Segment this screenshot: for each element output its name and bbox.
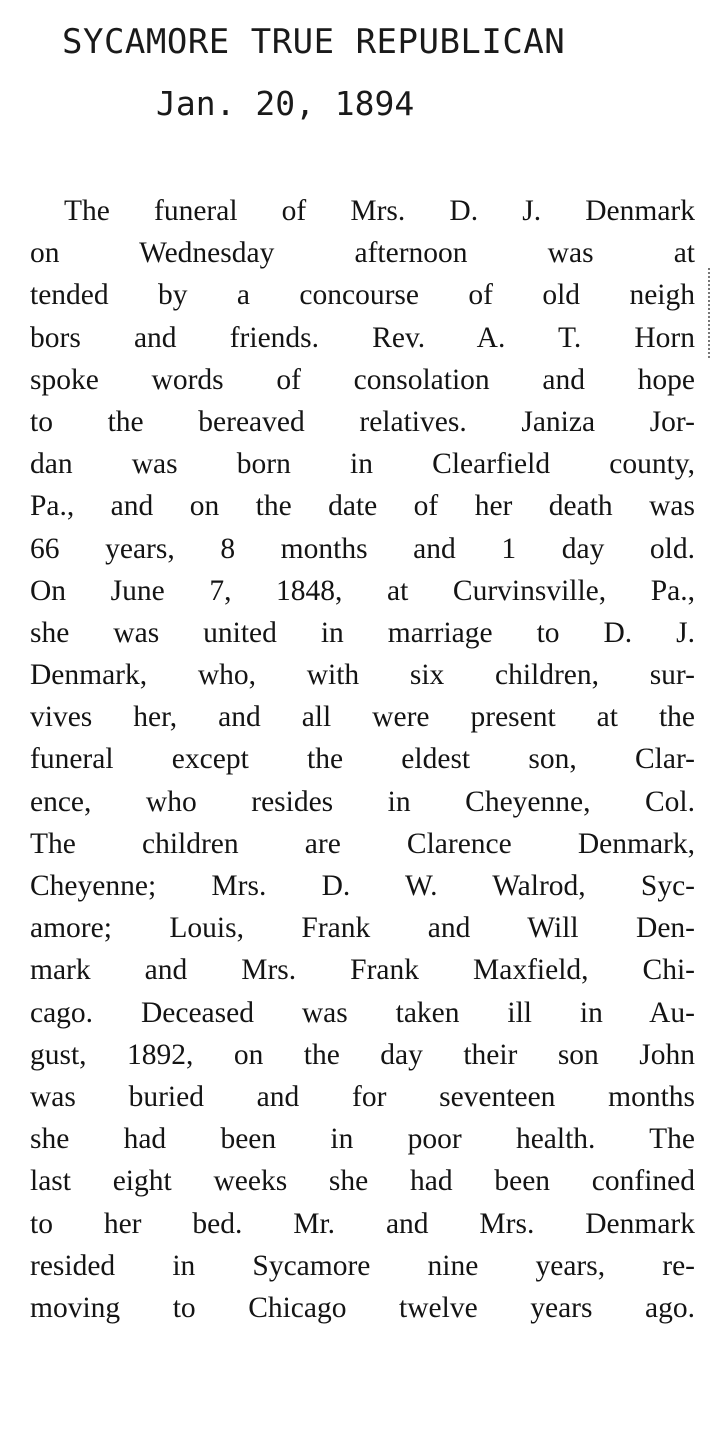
article-line: Cheyenne; Mrs. D. W. Walrod, Syc-: [30, 870, 695, 902]
article-line: last eight weeks she had been confined: [30, 1165, 695, 1198]
article-line: Denmark, who, with six children, sur-: [30, 659, 695, 692]
publication-title: SYCAMORE TRUE REPUBLICAN: [62, 22, 566, 62]
article-line: on Wednesday afternoon was at: [30, 237, 695, 270]
article-line: ence, who resides in Cheyenne, Col.: [30, 785, 695, 818]
article-line: tended by a concourse of old neigh: [30, 279, 695, 312]
article-line: moving to Chicago twelve years ago.: [30, 1291, 695, 1324]
article-line: she was united in marriage to D. J.: [30, 616, 695, 649]
publication-date: Jan. 20, 1894: [156, 84, 415, 123]
article-line: mark and Mrs. Frank Maxfield, Chi-: [30, 954, 695, 987]
article-line: bors and friends. Rev. A. T. Horn: [30, 321, 695, 354]
article-line: gust, 1892, on the day their son John: [30, 1038, 695, 1071]
article-line: dan was born in Clearfield county,: [30, 448, 695, 481]
article-line: Pa., and on the date of her death was: [30, 490, 695, 523]
article-line: 66 years, 8 months and 1 day old.: [30, 532, 695, 565]
article-line: was buried and for seventeen months: [30, 1080, 695, 1113]
article-line: she had been in poor health. The: [30, 1123, 695, 1156]
article-line: to her bed. Mr. and Mrs. Denmark: [30, 1207, 695, 1240]
article-line: On June 7, 1848, at Curvinsville, Pa.,: [30, 574, 695, 607]
article-line: amore; Louis, Frank and Will Den-: [30, 912, 695, 945]
article-line: resided in Sycamore nine years, re-: [30, 1249, 695, 1282]
article-line: cago. Deceased was taken ill in Au-: [30, 996, 695, 1029]
article-line: to the bereaved relatives. Janiza Jor-: [30, 405, 695, 438]
article-line: funeral except the eldest son, Clar-: [30, 743, 695, 776]
obituary-article: [30, 190, 695, 1329]
column-rule: [706, 268, 710, 358]
article-line: vives her, and all were present at the: [30, 701, 695, 734]
article-line: spoke words of consolation and hope: [30, 363, 695, 396]
article-line: The funeral of Mrs. D. J. Denmark: [64, 195, 695, 227]
article-line: The children are Clarence Denmark,: [30, 827, 695, 860]
